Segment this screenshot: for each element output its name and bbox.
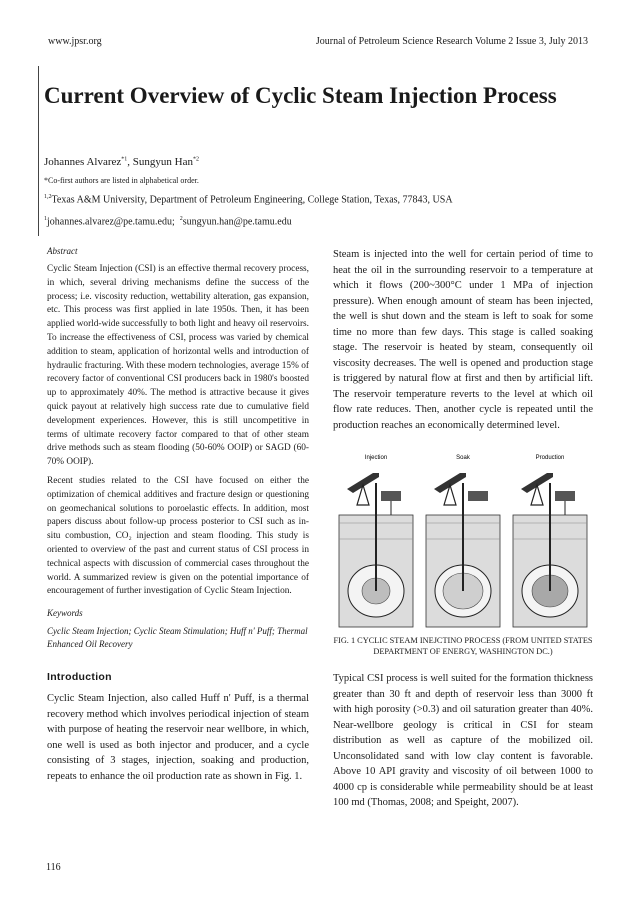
email-superscript: 2 bbox=[179, 216, 183, 222]
left-column bbox=[47, 246, 309, 784]
affiliation-superscript: 1,2 bbox=[44, 194, 52, 200]
email-superscript: 1 bbox=[44, 216, 47, 222]
page-number: 116 bbox=[46, 862, 61, 873]
journal-website: www.jpsr.org bbox=[48, 36, 102, 47]
author-name: Johannes Alvarez bbox=[44, 156, 122, 168]
email-link[interactable]: sungyun.han@pe.tamu.edu bbox=[182, 216, 292, 228]
introduction-paragraph: Cyclic Steam Injection, also called Huff n' Puff, is a thermal recovery method which involves periodical injection of steam with purpose of heating the reservoir near wellbore, in which, one well is used as both injector and producer, and a cycle consisting of 3 stages, injection, soaking and production, repeats to enhance the oil production rate as shown in Fig. 1. bbox=[47, 693, 309, 782]
journal-citation: Journal of Petroleum Science Research Volume 2 Issue 3, July 2013 bbox=[315, 36, 588, 47]
right-column bbox=[333, 247, 593, 811]
cyclic-steam-illustration bbox=[333, 443, 593, 629]
stage-label: Injection bbox=[364, 455, 388, 461]
affiliation bbox=[44, 194, 453, 205]
abstract-paragraph: Recent studies related to the CSI have focused on either the optimization of chemical additives and fracture design or questioning on geomechanical solutions to poroelastic effects. In addition, most papers discuss about follow-up process posterior to CSI such as in-situ combustion, CO₂ injection and steam flooding. This study is oriented to overview of the past and current status of CSI process in technical aspects with discussion of commercial cases throughout the world. A summarized review is given on the potential importance of encouragement of further investigation of Cyclic Steam Injection. bbox=[47, 475, 309, 597]
author-superscript: *1 bbox=[121, 156, 128, 163]
email-link[interactable]: johannes.alvarez@pe.tamu.edu; bbox=[47, 216, 175, 228]
figure-caption: FIG. 1 CYCLIC STEAM INEJCTINO PROCESS (FROM UNITED STATES DEPARTMENT OF ENERGY, WASHINGTON DC.) bbox=[333, 636, 593, 656]
author-separator: , bbox=[127, 156, 133, 168]
paper-title: Current Overview of Cyclic Steam Injection Process bbox=[44, 83, 557, 108]
title-rule bbox=[38, 66, 39, 236]
introduction-heading: Introduction bbox=[47, 671, 112, 684]
keywords-label: Keywords bbox=[47, 608, 83, 619]
keywords-text: Cyclic Steam Injection; Cyclic Steam Stimulation; Huff n' Puff; Thermal Enhanced Oil Recovery bbox=[47, 626, 308, 650]
abstract-label: Abstract bbox=[47, 246, 78, 256]
body-paragraph: Typical CSI process is well suited for the formation thickness greater than 30 ft and depth of reservoir less than 3000 ft with high porosity (>0.3) and oil saturation greater than 40%. Near-wellbore geology is critical in CSI for steam distribution as well as capture of the mobilized oil. Unconsolidated sand with low clay content is favorable. Above 10 API gravity and viscosity of oil between 1000 to 4000 cp is considerable while permeability should be at least 100 md (Thomas, 2008; and Speight, 2007). bbox=[333, 673, 593, 808]
author-name: Sungyun Han bbox=[132, 156, 193, 168]
co-first-author-note: *Co-first authors are listed in alphabetical order. bbox=[44, 176, 199, 185]
affiliation-text: Texas A&M University, Department of Petroleum Engineering, College Station, Texas, 77843, USA bbox=[51, 194, 453, 206]
author-emails bbox=[44, 216, 292, 227]
stage-label: Soak bbox=[456, 455, 470, 461]
stage-label: Production bbox=[535, 455, 565, 461]
body-paragraph: Steam is injected into the well for certain period of time to heat the oil in the surrounding reservoir to a temperature at which it flows (200~300°C under 1 MPa of injection pressure). When enough amount of steam has been injected, the well is shut down and the steam is left to soak for some time no more than few days. This stage is called soaking stage. The reservoir is heated by steam, consequently oil viscosity decreases. The well is opened and production stage is triggered by natural flow at first and then by artificial lift. The reservoir temperature reverts to the level at which oil flow rate reduces. Then, another cycle is repeated until the production reaches an economically determined level. bbox=[333, 249, 593, 431]
cyclic-steam-figure bbox=[333, 443, 593, 629]
abstract-paragraph: Cyclic Steam Injection (CSI) is an effective thermal recovery process, in which, several driving mechanisms define the success of the process; i.e. viscosity reduction, wettability alteration, gas expansion, etc. This process was first applied in late 1950s. Then, it has been applied world-wide successfully to both light and heavy oil reservoirs. To increase the effectiveness of CSI, process was varied by chemical addition to steam, application of horizontal wells and introduction of hydraulic fracturing. With these modern technologies, average 15% of recovery factor of conventional CSI producers back in 1980's boosted up to approximately 40%. The method is attractive because it gives quick payout at relatively high success rate due to cumulative field development experiences. However, this is still uncompetitive in terms of ultimate recovery factor compared to that of other steam drive methods such as steam flooding (50-60% OOIP) or SAGD (60-70% OOIP). bbox=[47, 264, 309, 468]
author-superscript: *2 bbox=[192, 156, 199, 163]
author-list bbox=[44, 156, 199, 168]
